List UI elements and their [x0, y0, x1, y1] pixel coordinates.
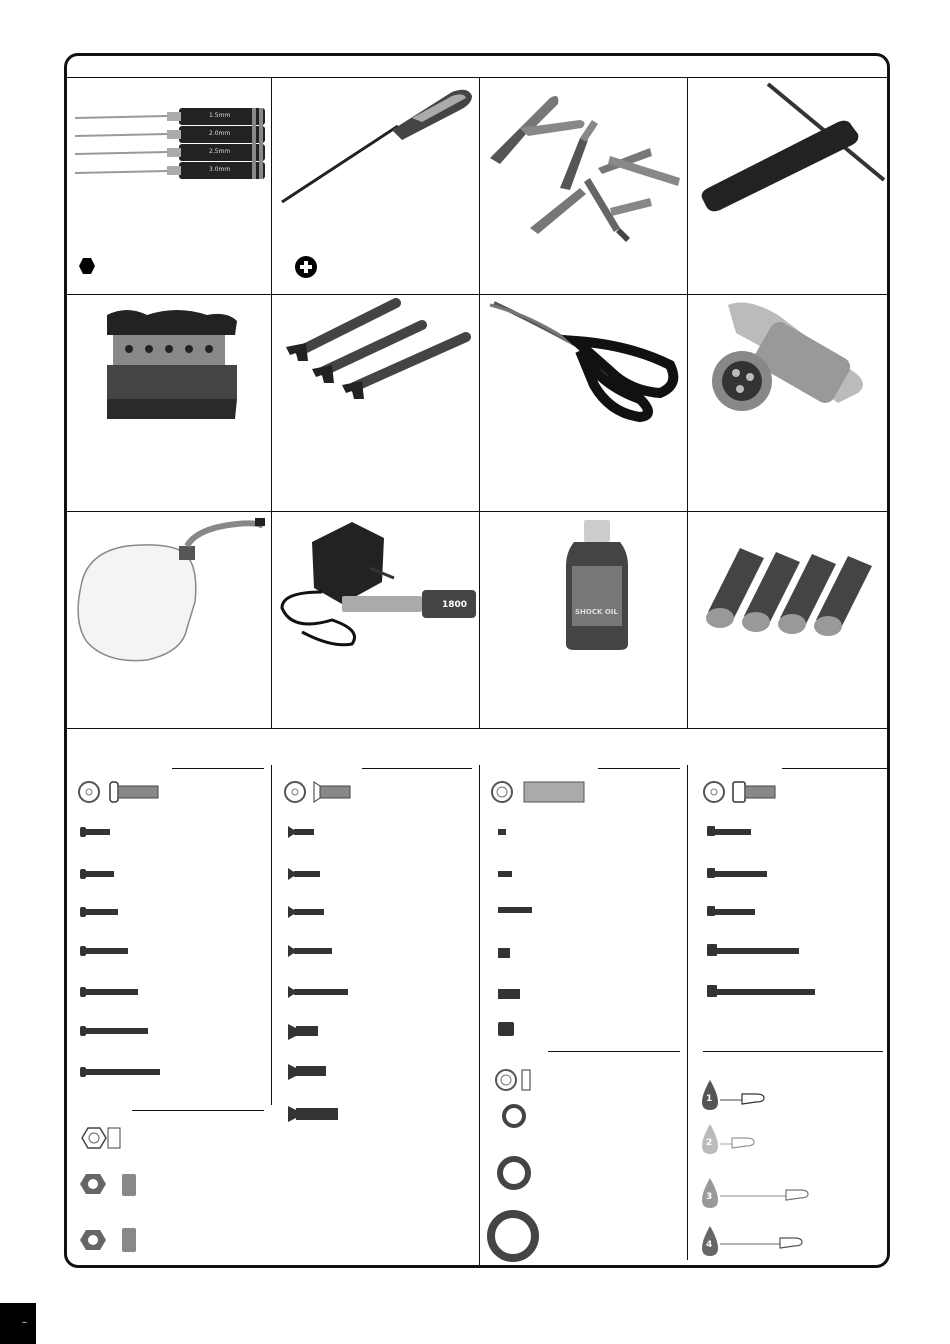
pliers-set-image	[480, 78, 687, 294]
body-scissors	[480, 295, 687, 511]
header-line-cap-screws	[782, 768, 888, 769]
phillips-screwdriver	[272, 78, 479, 294]
button-head-screws	[72, 770, 272, 1110]
fuel-bottle	[67, 512, 271, 728]
button-head-screws-image	[72, 770, 272, 1110]
glow-starter-charger	[272, 512, 479, 728]
turnbuckle-wrenches	[272, 295, 479, 511]
phillips-cross-icon	[295, 256, 317, 278]
pliers-set	[480, 78, 687, 294]
fuel-bottle-image	[67, 512, 271, 728]
hex-icon	[79, 258, 95, 274]
step-legend	[698, 1074, 888, 1260]
header-line-legend	[703, 1051, 883, 1052]
countersunk-screws-image	[280, 770, 480, 1130]
hw-col-divider-3	[687, 765, 688, 1260]
shock-oil-bottle-image	[480, 512, 687, 728]
aa-batteries-image	[688, 512, 888, 728]
set-screws	[488, 770, 683, 1040]
glow-starter-charger-image	[272, 512, 479, 728]
shock-oil-bottle	[480, 512, 687, 728]
legend-marker-3: 3	[706, 1192, 713, 1202]
shock-oil-label: SHOCK OIL	[575, 608, 618, 616]
page-edge-tab	[0, 1303, 36, 1344]
set-screws-image	[488, 770, 683, 1040]
header-line-button-screws	[172, 768, 264, 769]
phillips-screwdriver-image	[272, 78, 479, 294]
pointing-hand-icon	[732, 1094, 808, 1248]
drop-icon	[702, 1080, 718, 1256]
legend-marker-2: 2	[706, 1138, 713, 1148]
car-stand-image	[67, 295, 271, 511]
step-legend-image	[698, 1074, 888, 1260]
glow-starter-label: 1800	[442, 600, 468, 610]
turnbuckle-wrenches-image	[272, 295, 479, 511]
cross-wrench-image	[688, 78, 888, 294]
row-divider-3	[66, 728, 888, 729]
flywheel-tool	[688, 295, 888, 511]
page-tab-mark: –	[22, 1317, 27, 1328]
hex-driver-label-4: 3.0mm	[209, 166, 231, 173]
nuts-image	[72, 1112, 272, 1262]
washers-bearings	[484, 1062, 679, 1262]
hex-driver-label-2: 2.0mm	[209, 130, 231, 137]
aa-batteries	[688, 512, 888, 728]
header-line-nuts	[132, 1110, 264, 1111]
hex-driver-set	[67, 78, 271, 294]
nuts	[72, 1112, 272, 1262]
cap-screws-image	[697, 770, 887, 1040]
legend-marker-1: 1	[706, 1094, 713, 1104]
car-stand	[67, 295, 271, 511]
washers-bearings-image	[484, 1062, 679, 1262]
hex-driver-label-3: 2.5mm	[209, 148, 231, 155]
countersunk-screws	[280, 770, 480, 1130]
legend-marker-4: 4	[706, 1240, 713, 1250]
cross-wrench	[688, 78, 888, 294]
hex-driver-label-1: 1.5mm	[209, 112, 231, 119]
hex-driver-set-image	[67, 78, 271, 294]
header-line-set-screws	[598, 768, 680, 769]
header-line-countersunk-screws	[362, 768, 472, 769]
header-line-washers	[548, 1051, 680, 1052]
cap-screws	[697, 770, 887, 1040]
body-scissors-image	[480, 295, 687, 511]
flywheel-tool-image	[688, 295, 888, 511]
